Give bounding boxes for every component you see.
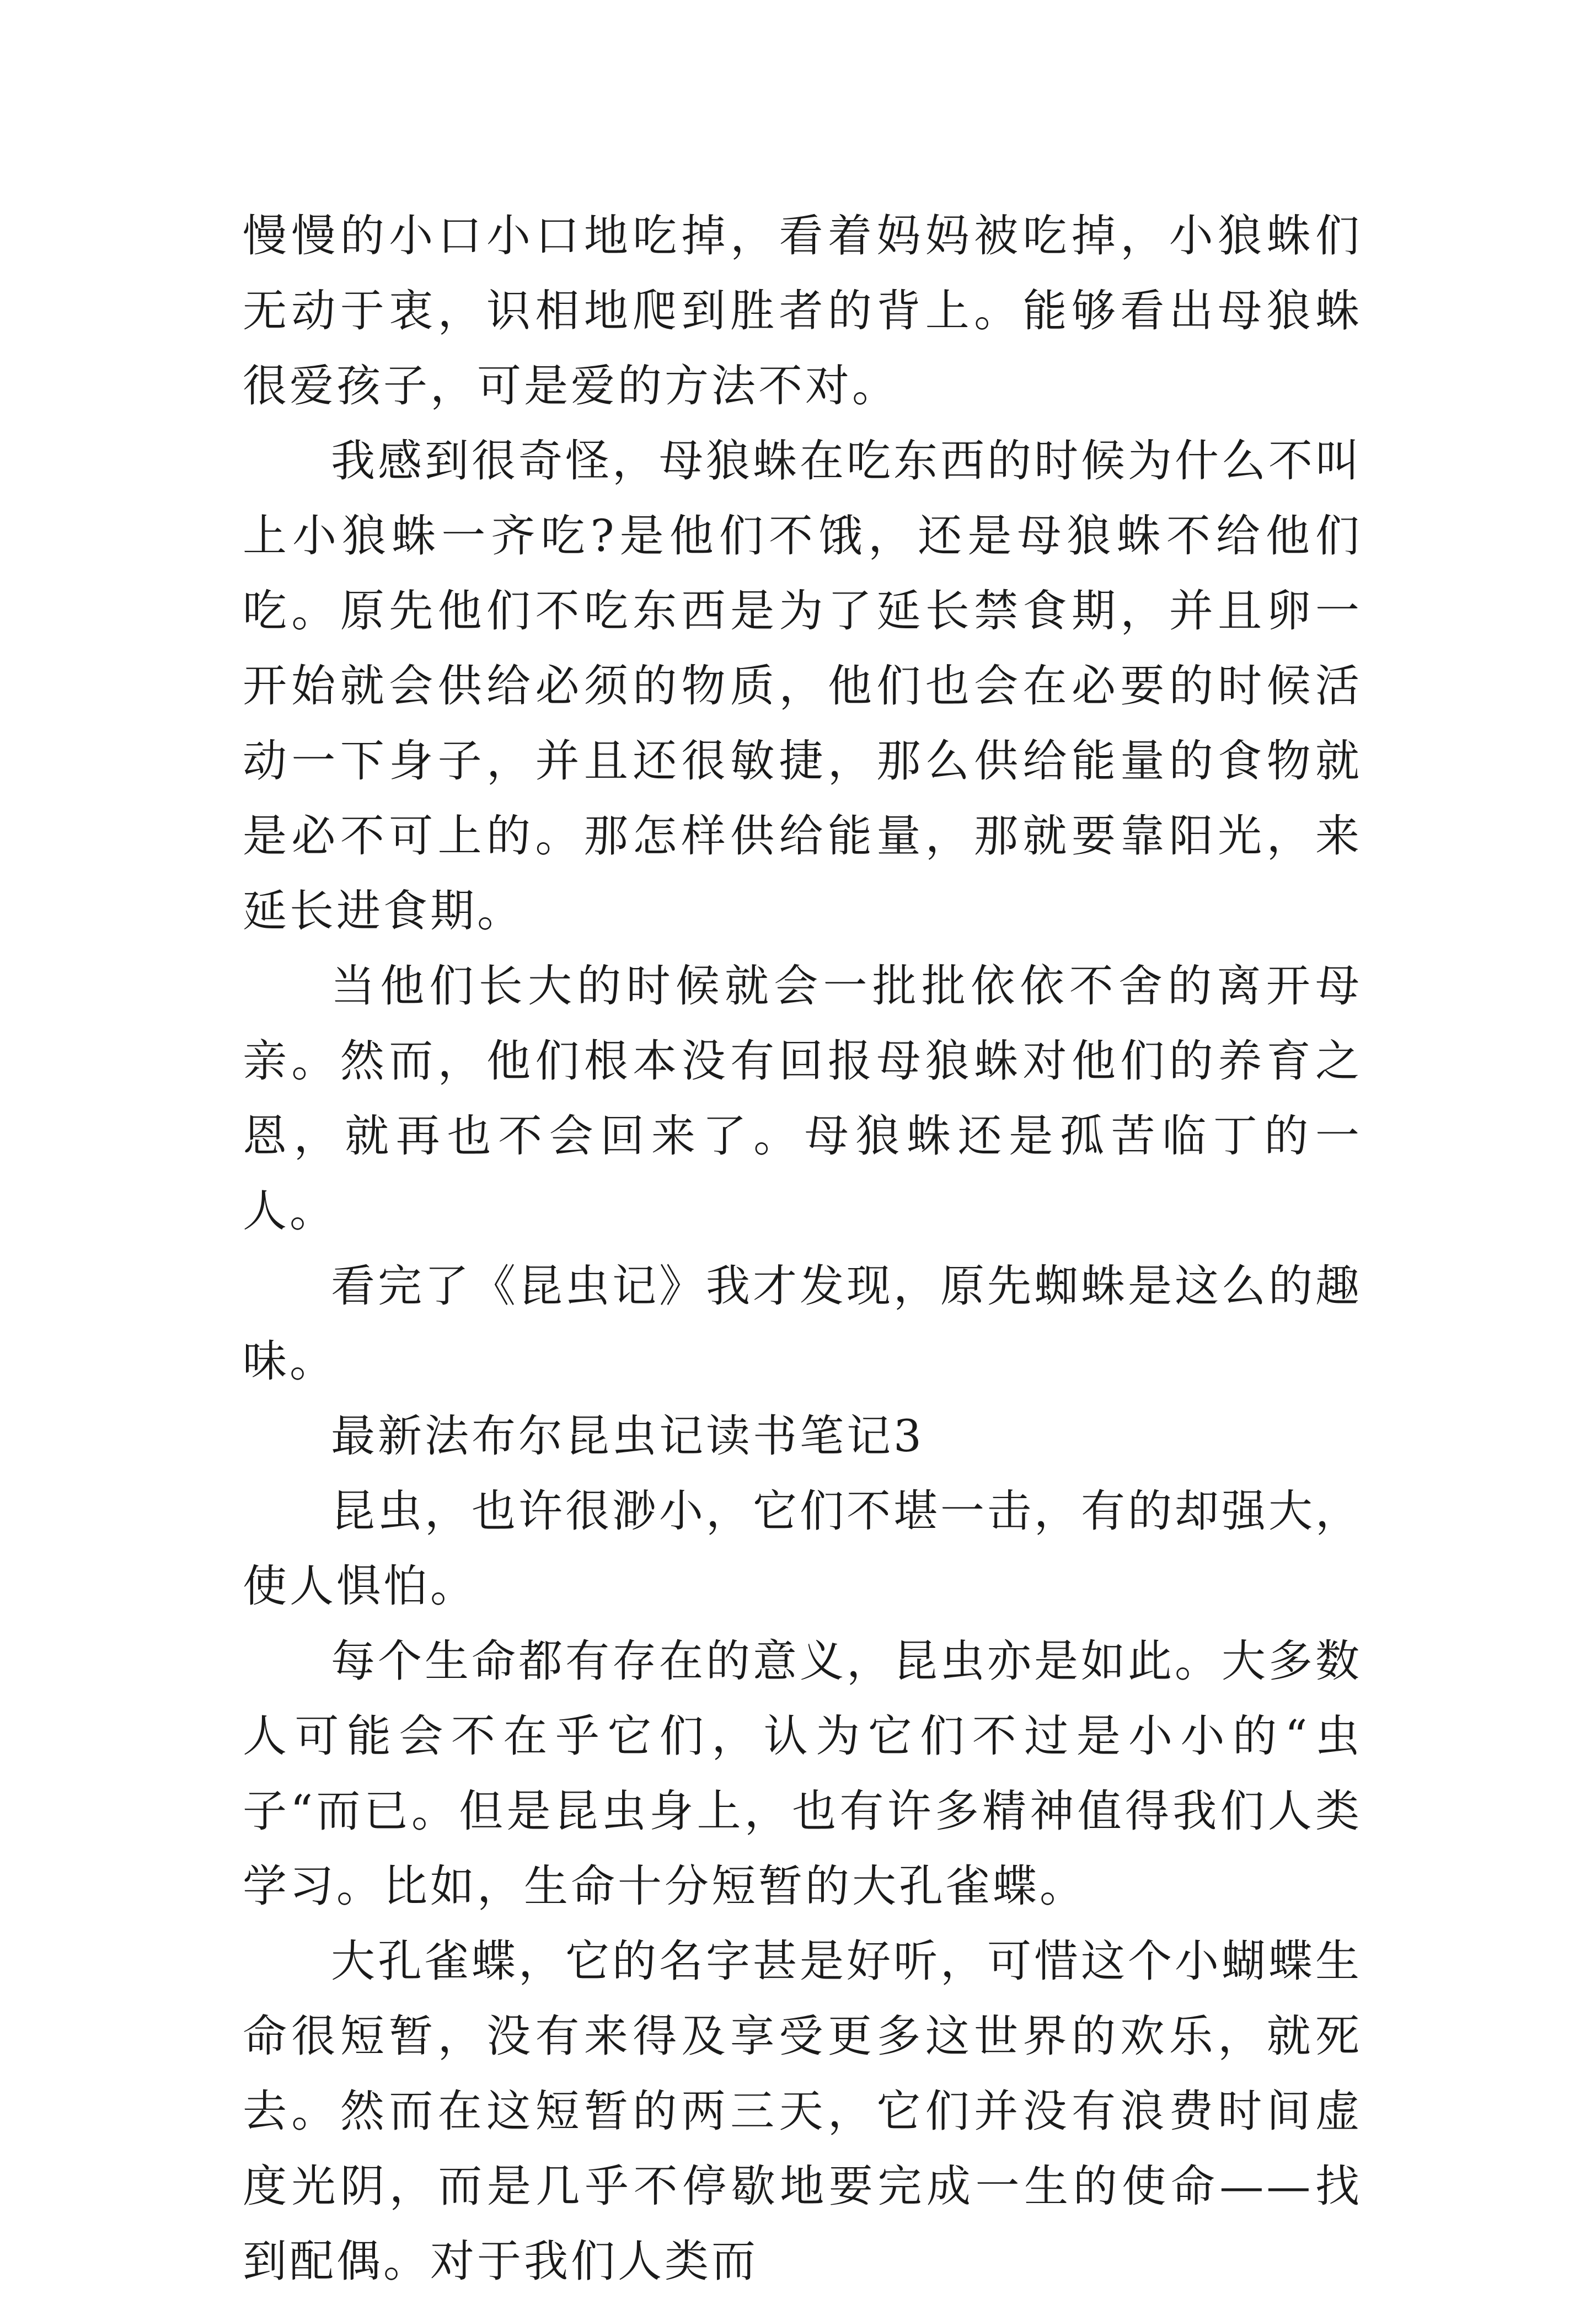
section-heading: 最新法布尔昆虫记读书笔记3 <box>331 1410 924 1462</box>
paragraph-conclusion: 看完了《昆虫记》我才发现，原先蜘蛛是这么的趣味。 <box>243 1260 1362 1387</box>
paragraph-peacock-moth: 大孔雀蝶，它的名字甚是好听，可惜这个小蝴蝶生命很短暂，没有来得及享受更多这世界的欢乐，就死去。然而在这短暂的两三天，它们并没有浪费时间虚度光阴，而是几乎不停歇地要完成一生的使命——找到配偶。对于我们人类而 <box>243 1936 1362 2287</box>
paragraph-continued: 慢慢的小口小口地吃掉，看着妈妈被吃掉，小狼蛛们无动于衷，识相地爬到胜者的背上。能够看出母狼蛛很爱孩子，可是爱的方法不对。 <box>243 210 1362 411</box>
paragraph-spiderlings-leave: 当他们长大的时候就会一批批依依不舍的离开母亲。然而，他们根本没有回报母狼蛛对他们的养育之恩，就再也不会回来了。母狼蛛还是孤苦临丁的一人。 <box>243 960 1362 1237</box>
paragraph-meaning-of-life: 每个生命都有存在的意义，昆虫亦是如此。大多数人可能会不在乎它们，认为它们不过是小小的“虫子“而已。但是昆虫身上，也有许多精神值得我们人类学习。比如，生命十分短暂的大孔雀蝶。 <box>243 1635 1362 1912</box>
paragraph-wolf-spider-feeding: 我感到很奇怪，母狼蛛在吃东西的时候为什么不叫上小狼蛛一齐吃?是他们不饿，还是母狼蛛不给他们吃。原先他们不吃东西是为了延长禁食期，并且卵一开始就会供给必须的物质，他们也会在必要的时候活动一下身子，并且还很敏捷，那么供给能量的食物就是必不可上的。那怎样供给能量，那就要靠阳光，来延长进食期。 <box>243 435 1362 937</box>
paragraph-insects-intro: 昆虫，也许很渺小，它们不堪一击，有的却强大，使人惧怕。 <box>243 1485 1362 1612</box>
document-body <box>243 199 1362 2299</box>
